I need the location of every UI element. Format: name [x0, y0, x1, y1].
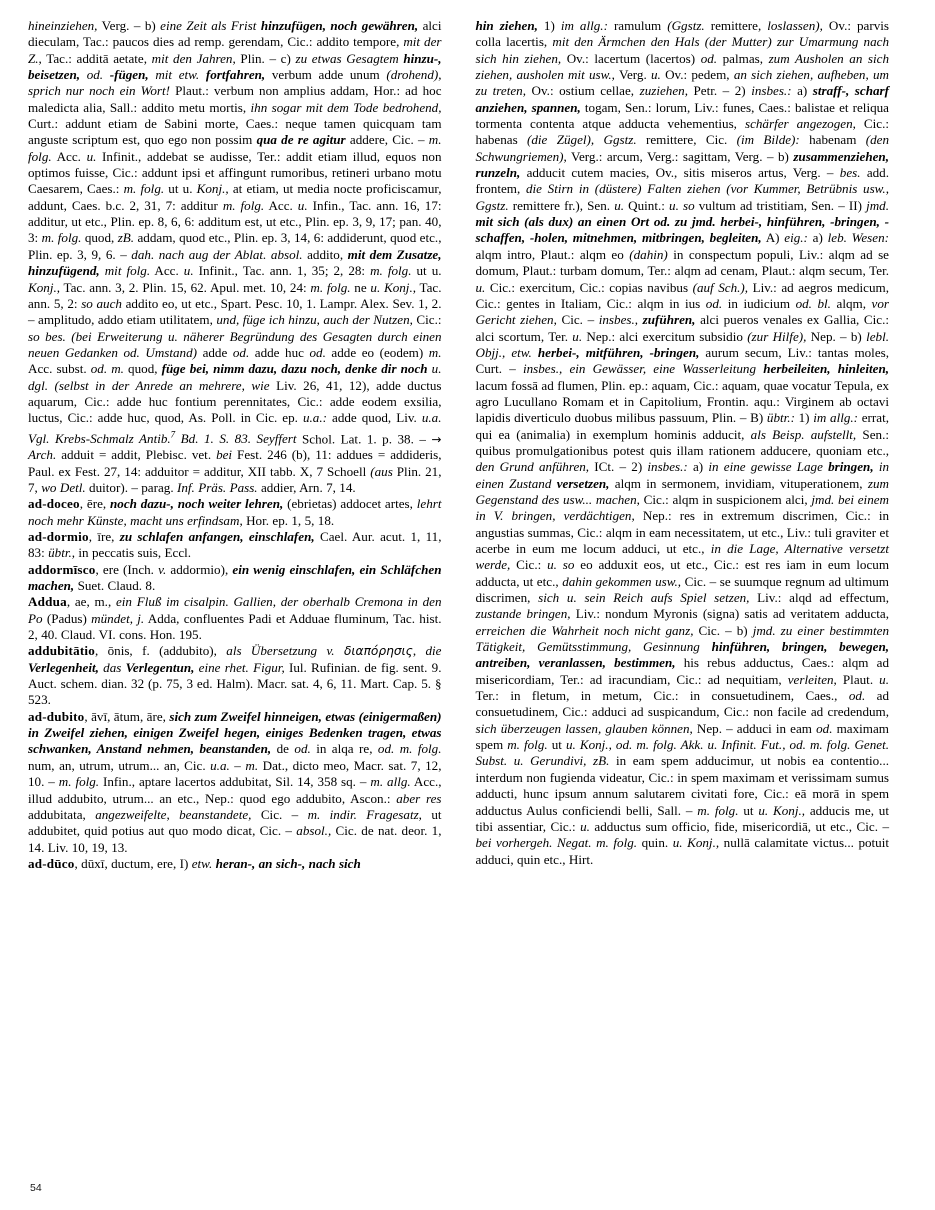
entry-ad-duco-continued: hin ziehen, 1) im allg.: ramulum (Ggstz. remittere, loslassen), Ov.: parvis colla lacertis, mit den Ärmchen den Hals (der Mutter) zur Umarmung nach sich hin ziehen, Ov.: lacertum (lacertos) od. palmas, zum Ausholen an sich ziehen, ausholen mit usw., Verg. u. Ov.: pedem, an sich ziehen, aufheben, um zu treten, Ov.: ostium cellae, zuziehen, Petr. – 2) insbes.: a) straff-, scharf anziehen, spannen, togam, Sen.: lorum, Liv.: funes, Caes.: balistae et reliqua tormenta contenta atque adducta vehementius, schärfer angezogen, Cic.: habenas (die Zügel), Ggstz. remittere, Cic. (im Bilde): habenam (den Schwungriemen), Verg.: arcum, Verg.: sagittam, Verg. – b) zusammenziehen, runzeln, adducit cutem macies, Ov., sitis miseros artus, Verg. – bes. add. frontem, die Stirn in (düstere) Falten ziehen (vor Kummer, Betrübnis usw., Ggstz. remittere fr.), Sen. u. Quint.: u. so vultum ad tristitiam, Sen. – II) jmd. mit sich (als dux) an einen Ort od. zu jmd. herbei-, hinführen, -bringen, -schaffen, -holen, mitnehmen, mitbringen, begleiten, A) eig.: a) leb. Wesen: alqm intro, Plaut.: alqm eo (dahin) in conspectum populi, Liv.: alqm ad se domum, Plaut.: turbam domum, Ter.: alqm ad cenam, Plaut.: alqm secum, Ter. u. Cic.: exercitum, Cic.: copias navibus (auf Sch.), Liv.: ad aegros medicum, Cic.: gentes in Italiam, Cic.: alqm in ius od. in iudicium od. bl. alqm, vor Gericht ziehen, Cic. – insbes., zuführen, alci pueros venales ex Gallia, Cic.: alci scortum, Ter. u. Nep.: alci exercitum subsidio (zur Hilfe), Nep. – b) lebl. Objj., etw. herbei-, mitführen, -bringen, aurum secum, Liv.: tantas moles, Curt. – insbes., ein Gewässer, eine Wasserleitung herbeileiten, hinleiten, lacum fossā ad flumen, Plin. ep.: aquam, Cic.: aquam, quae vocatur Tepula, ex agro Lucullano Romam et in Capitolium, Frontin. aqu.: Virginem ab octavi lapidis diverticulo duobus milibus passuum, Plin. – B) übtr.: 1) im allg.: errat, qui ea (animalia) in exemplum hominis adducit, als Beisp. aufstellt, Sen.: quibus promulgationibus potest quis illam rationem adducere, quoniam etc., den Grund anführen, ICt. – 2) insbes.: a) in eine gewisse Lage bringen, in einen Zustand versetzen, alqm in sermonem, invidiam, vituperationem, zum Gegenstand des usw... machen, Cic.: alqm in suspicionem alci, jmd. bei einem in V. bringen, verdächtigen, Nep.: res in extremum discrimen, Cic.: in angustias summas, Cic.: alqm in eam necessitatem, ut etc., Liv.: tuli graviter et acerbe in eum me locum adduci, ut etc., in die Lage, Alternative versetzt werde, Cic.: u. so eo adduxit eos, ut etc., Cic.: est res iam in eum locum adducta, ut etc., dahin gekommen usw., Cic. – se suumque regnum ad ultimum discrimen, sich u. sein Reich aufs Spiel setzen, Liv.: alqd ad effectum, zustande bringen, Liv.: nondum Myronis (signa) satis ad veritatem adducta, erreichen die Wahrheit noch nicht ganz, Cic. – b) jmd. zu einer bestimmten Tätigkeit, Gemütsstimmung, Gesinnung hinführen, bringen, bewegen, antreiben, veranlassen, bestimmen, his rebus adductus, Caes.: alqm ad misericordiam, Ter.: ad iracundiam, Cic.: ad nequitiam, verleiten, Plaut. u. Ter.: in fletum, in metum, Cic.: in consuetudinem, Caes., od. ad consuetudinem, Cic.: adduci ad suspicandum, Cic.: non facile ad credendum, sich überzeugen lassen, glauben können, Nep. – adduci in eam od. maximam spem m. folg. ut u. Konj., od. m. folg. Akk. u. Infinit. Fut., od. m. folg. Genet. Subst. u. Gerundivi, zB. in eam spem adducimur, ut nobis ea contentio... interdum non fugienda videatur, Cic.: in spem maximam et verissimam sumus adducti, hunc ipsum annum salutarem civitati fore, Cic.: eā morā in spem adductus Aulus conficiendi belli, Sall. – m. folg. ut u. Konj., adducis me, ut tibi assentiar, Cic.: u. adductus sum officio, fide, misericordiā, ut etc., Cic. – bei vorhergeh. Negat. m. folg. quin. u. Konj., nullā calamitate victus... potuit adduci, quin etc., Hirt.	[475, 18, 890, 867]
left-column	[28, 18, 442, 872]
right-column	[476, 18, 890, 868]
page-number: 54	[30, 1182, 42, 1194]
entry-ad-dubito: ad-dubito, āvī, ātum, āre, sich zum Zweifel hinneigen, etwas (einigermaßen) in Zweifel ziehen, einigen Zweifel hegen, einiges Bedenken tragen, etwas schwanken, Anstand nehmen, beanstanden, de od. in alqa re, od. m. folg. num, an, utrum, utrum... an, Cic. u.a. – m. Dat., dicto meo, Macr. sat. 7, 12, 10. – m. folg. Infin., aptare lacertos addubitat, Sil. 14, 358 sq. – m. allg. Acc., illud addubito, utrum... an etc., Nep.: quod ego addubito, Ascon.: aber res addubitata, angezweifelte, beanstandete, Cic. – m. indir. Fragesatz, ut addubitet, quid potius aut quo modo dicat, Cic. – absol., Cic. de nat. deor. 1, 14. Liv. 10, 19, 13.	[28, 708, 442, 855]
entry-ad-duco: ad-dūco, dūxī, ductum, ere, I) etw. heran-, an sich-, nach sich	[28, 855, 361, 871]
entry-ad-dormio: ad-dormio, īre, zu schlafen anfangen, einschlafen, Cael. Aur. acut. 1, 11, 83: übtr., in peccatis suis, Eccl.	[28, 529, 442, 561]
entry-ad-doceo: ad-doceo, ēre, noch dazu-, noch weiter lehren, (ebrietas) addocet artes, lehrt noch mehr Künste, macht uns erfindsam, Hor. ep. 1, 5, 18.	[28, 496, 442, 528]
entry-addo-continued: hineinziehen, Verg. – b) eine Zeit als Frist hinzufügen, noch gewähren, alci dieculam, Tac.: paucos dies ad remp. gerendam, Cic.: addito tempore, mit der Z., Tac.: additā aetate, mit den Jahren, Plin. – c) zu etwas Gesagtem hinzu-, beisetzen, od. -fügen, mit etw. fortfahren, verbum adde unum (drohend), sprich nur noch ein Wort! Plaut.: verbum non amplius addam, Hor.: ad hoc maledicta alia, Sall.: addito metu mortis, ihn sogar mit dem Tode bedrohend, Curt.: addunt etiam de Sabini morte, Caes.: neque tamen quicquam tam anguste scriptum est, quo ego non possim qua de re agitur addere, Cic. – m. folg. Acc. u. Infinit., addebat se audisse, Ter.: addit etiam illud, equos non optimos fuisse, Cic.: addunt ipsi et affingunt rumoribus, retineri urbano motu Caesarem, Caes.: m. folg. ut u. Konj., at etiam, ut media nocte proficiscamur, addunt, Caes. b.c. 2, 31, 7: additur m. folg. Acc. u. Infin., Tac. ann. 16, 17: additur, ut etc., Plin. ep. 8, 6, 6: additum est, ut etc., Plin. ep. 3, 9, 17; pan. 40, 3: m. folg. quod, zB. addam, quod etc., Plin. ep. 3, 14, 6: addiderunt, quod etc., Plin. ep. 3, 9, 6. – dah. nach aug der Ablat. absol. addito, mit dem Zusatze, hinzufügend, mit folg. Acc. u. Infinit., Tac. ann. 1, 35; 2, 28: m. folg. ut u. Konj., Tac. ann. 3, 2. Plin. 15, 62. Apul. met. 10, 24: m. folg. ne u. Konj., Tac. ann. 5, 2: so auch addito eo, ut etc., Spart. Pesc. 10, 1. Lampr. Alex. Sev. 1, 2. – amplitudo, addo etiam utilitatem, und, füge ich hinzu, auch der Nutzen, Cic.: so bes. (bei Erweiterung u. näherer Begründung des Gesagten durch einen neuen Gedanken od. Umstand) adde od. adde huc od. adde eo (eodem) m. Acc. subst. od. m. quod, füge bei, nimm dazu, dazu noch, denke dir noch u. dgl. (selbst in der Anrede an mehrere, wie Liv. 26, 41, 12), adde ductus aquarum, Cic.: adde huc fontium perennitates, Cic.: adde eodem exsilia, luctus, Cic.: adde huc, quod, As. Poll. in Cic. ep. u.a.: adde quod, Liv. u.a. Vgl. Krebs-Schmalz Antib.$^7$ Bd. 1. S. 83. Seyffert Schol. Lat. 1. p. 38. – → Arch. adduit = addit, Plebisc. vet. bei Fest. 246 (b), 11: addues = addideris, Paul. ex Fest. 27, 14: adduitor = additur, XII tabb. X, 7 Schoell (aus Plin. 21, 7, wo Detl. duitor). – parag. Inf. Präs. Pass. addier, Arn. 7, 14.	[28, 18, 442, 495]
entry-addua: Addua, ae, m., ein Fluß im cisalpin. Gallien, der oberhalb Cremona in den Po (Padus) mündet, j. Adda, confluentes Padi et Adduae fluminum, Tac. hist. 2, 40. Claud. VI. cons. Hon. 195.	[28, 594, 442, 643]
entry-addubitatio: addubitātio, ōnis, f. (addubito), als Übersetzung v. διαπόρησις, die Verlegenheit, das Verlegentun, eine rhet. Figur, Iul. Rufinian. de fig. sent. 9. Auct. schem. dian. 32 (p. 75, 3 ed. Halm). Macr. sat. 4, 6, 11. Mart. Cap. 5. § 523.	[28, 643, 442, 708]
entry-addormisco: addormīsco, ere (Inch. v. addormio), ein wenig einschlafen, ein Schläfchen machen, Suet. Claud. 8.	[28, 561, 442, 594]
page-columns	[28, 18, 889, 1163]
